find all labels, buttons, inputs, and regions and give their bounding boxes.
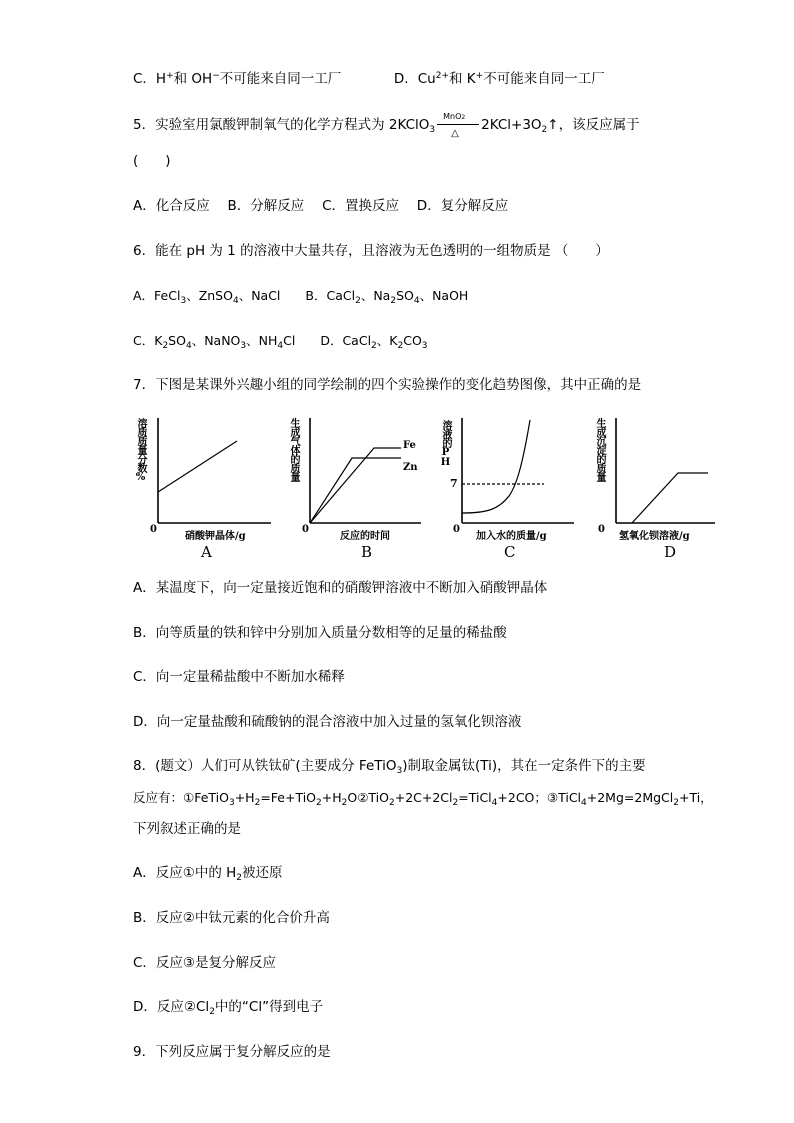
q8-stem-line3: 下列叙述正确的是 <box>133 821 241 837</box>
q5-paren: ( ) <box>133 153 171 169</box>
graph-c-curve <box>462 420 530 513</box>
graph-a-line <box>158 441 237 492</box>
graph-c-letter: C <box>504 543 516 561</box>
graph-b-fe-line <box>310 448 401 523</box>
graph-b-fe-label: Fe <box>403 440 416 451</box>
graph-d-line <box>632 473 708 523</box>
q9-stem: 9．下列反应属于复分解反应的是 <box>133 1044 331 1060</box>
q5-stem: 5．实验室用氯酸钾制氧气的化学方程式为 2KClO$_3$ MnO2 △ $2KCl+3O_2↑$，该反应属于 <box>133 112 640 139</box>
reaction-condition: MnO2 △ <box>437 116 479 134</box>
q4-options-cd: C．H+和 OH−不可能来自同一工厂 D．$Cu^{2+}$和 K+不可能来自同一工厂 <box>133 71 605 87</box>
q7-option-b: B．向等质量的铁和锌中分别加入质量分数相等的足量的稀盐酸 <box>133 625 507 641</box>
graph-d-ylabel: 生成沉淀的质量 <box>594 418 605 481</box>
graph-b-zn-line <box>310 458 401 523</box>
q7-stem: 7．下图是某课外兴趣小组的同学绘制的四个实验操作的变化趋势图像，其中正确的是 <box>133 377 642 393</box>
graph-d-xlabel: 氢氧化钡溶液/g <box>619 531 690 542</box>
graph-c-xlabel: 加入水的质量/g <box>476 531 547 542</box>
q8-option-a: A．反应①中的 $H_2$被还原 <box>133 865 283 883</box>
graph-a-xlabel: 硝酸钾晶体/g <box>185 531 246 542</box>
graph-b-zn-label: Zn <box>403 462 418 473</box>
q7-option-c: C．向一定量稀盐酸中不断加水稀释 <box>133 669 345 685</box>
graph-a-letter: A <box>201 543 212 561</box>
graph-d <box>590 410 740 560</box>
graph-c-ylabel: 溶液的PH <box>440 420 451 467</box>
q8-stem-line1: 8．(题文）人们可从铁钛矿(主要成分 FeTiO$_3$)制取金属钛(Ti)，其在一定条件下的主要 <box>133 758 646 776</box>
q8-stem-line2: 反应有：$①FeTiO_3+H_2=Fe+TiO_2+H_2O②TiO_2+2C+2Cl_2=TiCl_4+2CO$；③TiCl$_4$+2Mg=2MgCl$_2$+Ti， <box>133 790 713 808</box>
q6-options-cd: C．$K_2SO_4$、NaNO$_3$、$NH_4Cl$ D．CaCl$_2$、$K_2CO_3$ <box>133 333 428 351</box>
graph-c-origin: 0 <box>453 524 460 535</box>
q6-stem: 6．能在 pH 为 1 的溶液中大量共存，且溶液为无色透明的一组物质是 （ ） <box>133 243 609 259</box>
q7-option-a: A．某温度下，向一定量接近饱和的硝酸钾溶液中不断加入硝酸钾晶体 <box>133 580 548 596</box>
q6-options-ab: A．FeCl$_3$、ZnSO$_4$、NaCl B．CaCl$_2$、$Na_2SO_4$、NaOH <box>133 288 469 306</box>
graph-d-origin: 0 <box>598 524 605 535</box>
graph-c-seven: 7 <box>450 477 458 490</box>
q8-option-d: D．反应$②Cl_2$中的“Cl”得到电子 <box>133 999 324 1017</box>
q5-options: A．化合反应 B．分解反应 C．置换反应 D．复分解反应 <box>133 198 509 214</box>
graph-a-ylabel: 溶质质量分数% <box>135 418 146 482</box>
q8-option-b: B．反应②中钛元素的化合价升高 <box>133 910 330 926</box>
graph-c <box>436 410 586 560</box>
graph-b-origin: 0 <box>302 524 309 535</box>
graph-b <box>283 410 433 560</box>
graph-a-origin: 0 <box>150 524 157 535</box>
graph-b-ylabel: 生成气体的质量 <box>288 418 299 481</box>
q7-option-d: D．向一定量盐酸和硫酸钠的混合溶液中加入过量的氢氧化钡溶液 <box>133 714 522 730</box>
q8-option-c: C．反应③是复分解反应 <box>133 955 277 971</box>
graph-d-letter: D <box>664 543 677 561</box>
graph-b-letter: B <box>361 543 373 561</box>
graph-b-xlabel: 反应的时间 <box>340 531 390 542</box>
graph-a <box>133 410 283 560</box>
